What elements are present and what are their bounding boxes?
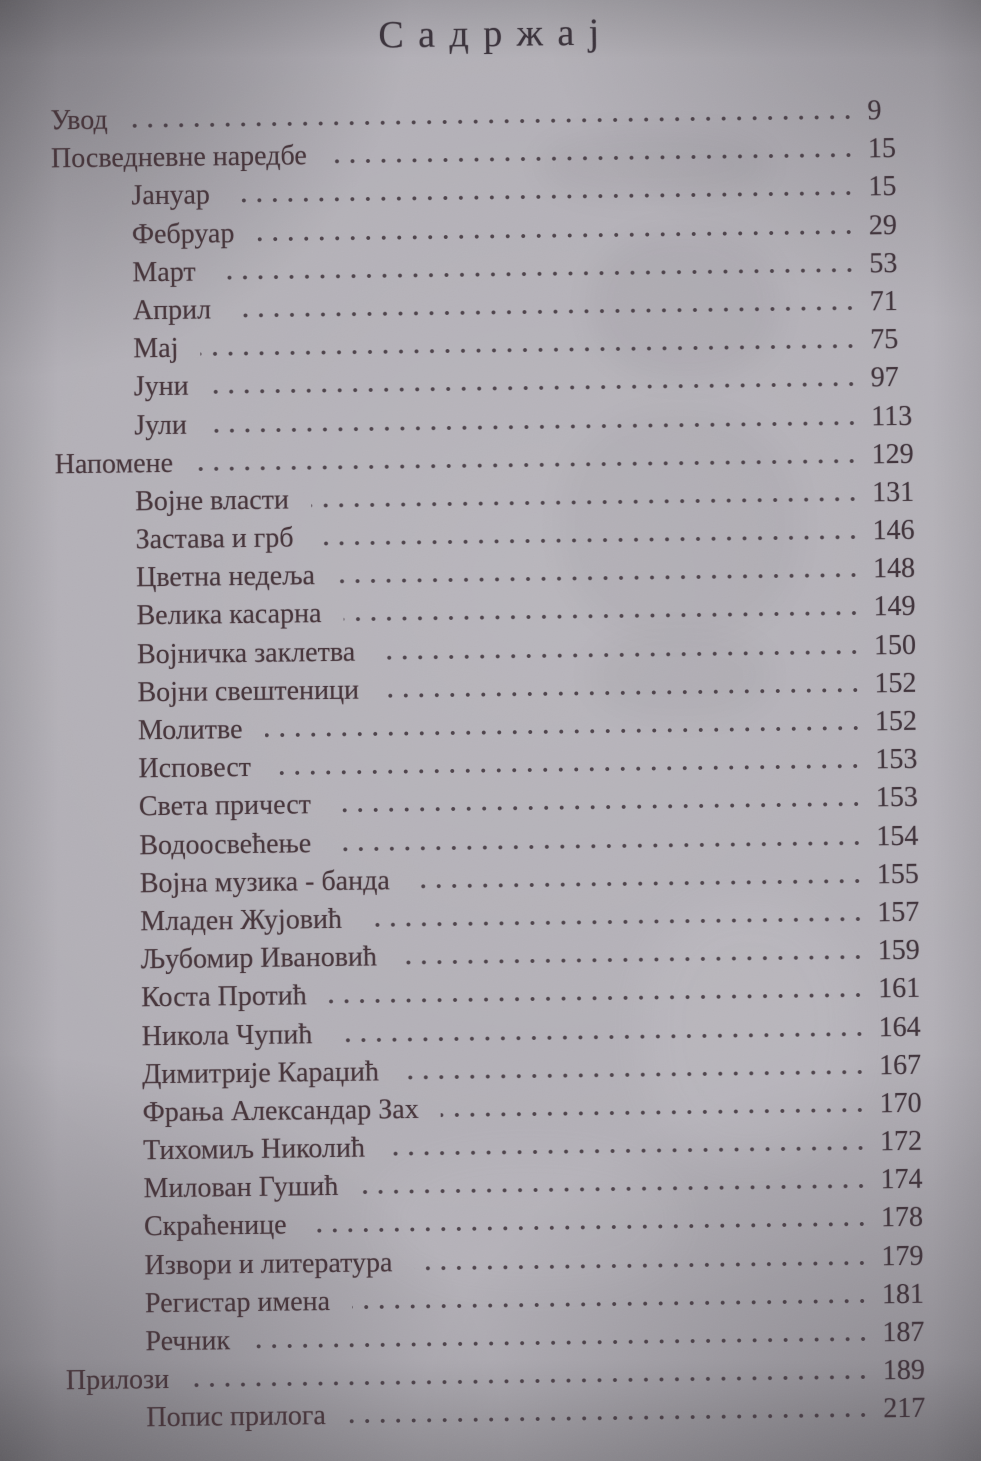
toc-entry-label: Попис прилога	[146, 1400, 327, 1434]
dotted-leader	[252, 1336, 870, 1349]
page-title: Садржај	[378, 11, 614, 57]
toc-entry-page: 159	[877, 934, 920, 967]
toc-entry-page: 148	[872, 553, 916, 585]
toc-entry-page: 15	[868, 171, 897, 203]
dotted-leader	[233, 305, 858, 318]
toc-entry-page: 75	[870, 324, 899, 356]
toc-entry-page: 153	[875, 743, 918, 776]
toc-entry-label: Застава и грб	[135, 522, 294, 556]
toc-entry-page: 157	[877, 896, 920, 929]
toc-entry-label: Прилози	[65, 1364, 170, 1397]
toc-entry-label: Водоосвећење	[139, 827, 312, 861]
dotted-leader	[191, 1375, 871, 1388]
dotted-leader	[265, 725, 864, 737]
toc-entry-label: Јуни	[133, 370, 189, 403]
toc-entry-page: 187	[882, 1316, 925, 1349]
toc-entry-label: Скраћенице	[143, 1209, 287, 1243]
dotted-leader	[401, 1069, 867, 1080]
toc-entry-page: 129	[871, 438, 914, 471]
toc-entry-page: 179	[881, 1240, 924, 1272]
toc-entry-page: 153	[875, 782, 919, 814]
toc-entry-page: 178	[880, 1202, 924, 1234]
dotted-leader	[130, 114, 856, 128]
toc-entry-label: Велика касарна	[136, 598, 322, 632]
dotted-leader	[211, 382, 859, 395]
dotted-leader	[441, 1107, 868, 1117]
toc-entry-page: 161	[877, 973, 921, 1005]
toc-entry-label: Љубомир Ивановић	[140, 941, 378, 976]
dotted-leader	[333, 802, 864, 813]
dotted-leader	[309, 1222, 870, 1234]
dotted-leader	[414, 1260, 869, 1271]
dotted-leader	[218, 267, 858, 280]
toc-entry-page: 189	[882, 1354, 926, 1387]
dotted-leader	[334, 1031, 866, 1043]
toc-entry-label: Тихомиљ Николић	[142, 1132, 366, 1167]
toc-entry-label: Увод	[50, 104, 108, 137]
toc-entry-label: Регистар имена	[144, 1285, 331, 1320]
toc-entry-page: 152	[874, 667, 917, 700]
dotted-leader	[360, 1184, 868, 1195]
dotted-leader	[348, 1413, 872, 1424]
dotted-leader	[232, 191, 857, 204]
toc-entry-page: 113	[871, 400, 913, 432]
dotted-leader	[316, 535, 861, 547]
toc-entry-page: 53	[869, 247, 898, 280]
toc-entry-page: 131	[871, 476, 915, 509]
toc-entry-label: Март	[132, 256, 196, 289]
toc-entry-page: 146	[872, 514, 915, 547]
dotted-leader	[399, 955, 866, 966]
dotted-leader	[329, 993, 867, 1005]
dotted-leader	[343, 611, 861, 622]
toc-entry-label: Мај	[133, 332, 179, 365]
toc-entry-label: Милован Гушић	[143, 1171, 339, 1205]
toc-entry-page: 149	[873, 591, 916, 623]
dotted-leader	[333, 840, 864, 851]
toc-entry-label: Извори и литература	[144, 1246, 393, 1281]
toc-entry-page: 174	[880, 1164, 923, 1196]
toc-entry-label: Исповест	[138, 752, 252, 785]
toc-entry-label: Коста Протић	[141, 980, 307, 1014]
toc-entry-page: 152	[874, 705, 918, 738]
dotted-leader	[209, 420, 859, 433]
toc-entry-page: 172	[879, 1125, 923, 1158]
dotted-leader	[381, 687, 863, 698]
dotted-leader	[256, 229, 857, 241]
toc-entry-label: Посведневне наредбе	[50, 140, 307, 175]
toc-entry-label: Војна музика - банда	[139, 864, 390, 900]
toc-entry-label: Војне власти	[134, 484, 290, 518]
toc-entry-label: Напомене	[54, 447, 174, 480]
toc-entry-page: 150	[873, 629, 917, 661]
toc-entry-label: Војничка заклетва	[136, 636, 356, 670]
dotted-leader	[195, 458, 860, 471]
dotted-leader	[329, 153, 856, 164]
toc-entry-label: Фрања Александар Зах	[142, 1093, 419, 1129]
dotted-leader	[364, 916, 865, 927]
toc-entry-label: Фебруар	[131, 217, 235, 250]
toc-entry-page: 71	[869, 285, 898, 318]
toc-entry-label: Димитрије Караџић	[141, 1056, 380, 1090]
toc-entry-page: 15	[867, 133, 897, 165]
dotted-leader	[311, 496, 860, 508]
toc-entry-label: Април	[132, 294, 212, 327]
toc-entry-page: 167	[878, 1049, 922, 1081]
toc-entry-page: 97	[870, 362, 899, 394]
toc-entry-label: Света причест	[138, 789, 312, 823]
dotted-leader	[352, 1298, 870, 1309]
toc-entry-label: Речник	[145, 1325, 231, 1358]
toc-entry-page: 154	[876, 820, 919, 852]
toc-entry-label: Јануар	[131, 179, 211, 212]
toc-entry-label: Никола Чупић	[141, 1018, 313, 1052]
toc-entry-label: Војни свештеници	[137, 674, 360, 709]
toc-entry-page: 9	[867, 95, 882, 127]
toc-entry-page: 164	[878, 1011, 921, 1043]
dotted-leader	[377, 649, 862, 660]
toc-entry-label: Цветна недеља	[135, 560, 316, 594]
toc-entry-page: 217	[883, 1393, 926, 1425]
toc-entry-page: 181	[881, 1278, 925, 1311]
toc-entry-page: 170	[879, 1087, 922, 1120]
dotted-leader	[337, 573, 861, 584]
toc-list	[0, 94, 981, 1442]
toc-entry-page: 29	[868, 209, 898, 241]
dotted-leader	[387, 1145, 868, 1156]
dotted-leader	[412, 878, 865, 889]
dotted-leader	[273, 764, 864, 776]
toc-entry-label: Јули	[134, 409, 188, 441]
toc-entry-page: 155	[876, 858, 919, 891]
toc-entry-label: Младен Жујовић	[140, 903, 343, 938]
toc-entry-label: Молитве	[137, 714, 243, 747]
dotted-leader	[200, 344, 858, 357]
